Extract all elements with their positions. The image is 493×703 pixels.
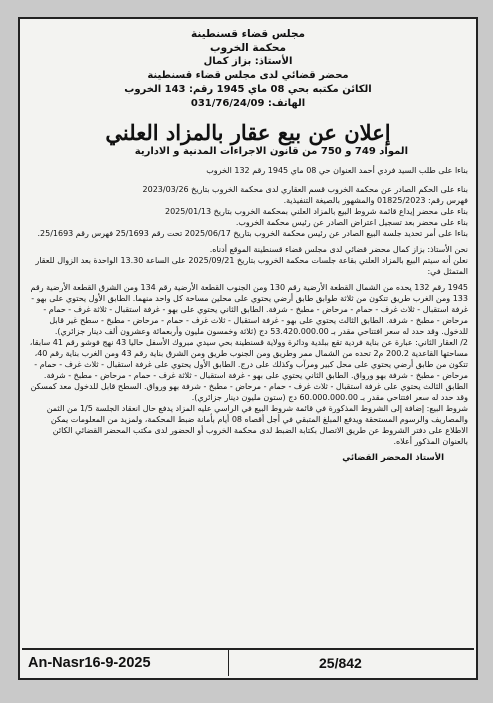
publication-tag: An-Nasr16-9-2025 (28, 655, 151, 671)
paragraph-sale-conditions: شروط البيع: إضافة إلى الشروط المذكورة في قائمة شروط البيع في الراسي عليه المزاد يدفع حال انعقاد الجلسة 1/5 من الثمن والمصاريف والرسوم المستحقة ويدفع المبلغ المتبقي في أجل أقصاه 08 أيام بأمانة ضبط المحكمة، ولمزيد من المعلومات يمكن الاطلاع على دفتر الشروط عن طريق الاتصال بكتابة الضبط لدى محكمة الخروب أو الحضور لدى مكتب المحضر القضائي الكائن بالعنوان المذكور أعلاه. (46, 404, 468, 446)
paragraph-requester: بناءا على طلب السيد فردي أحمد العنوان حي 08 ماي 1945 رقم 132 الخروب (206, 166, 468, 175)
court-name: محكمة الخروب (210, 42, 286, 54)
notice-subtitle: المواد 749 و 750 من قانون الاجراءات المدنية و الادارية (134, 146, 408, 157)
paragraph-property-1: 1945 رقم 132 يحده من الشمال القطعة الأرضية رقم 130 ومن الجنوب القطعة الأرضية رقم 134 ومن الشرق القطعة الأرضية رقم 133 ومن الغرب طريق تتكون من ثلاثة طوابق طابق أرضي يحتوي على محلين مساحة كل واحد منهما. الطابق الأول يحتوي على بهو - غرفة استقبال - ثلاث غرف - حمام - مرحاض - مطبخ - شرفة. الطابق الثاني يحتوي على بهو - غرفة استقبال - ثلاثة غرف - حمام - مرحاض - مطبخ - شرفة. الطابق الثالث يحتوي على بهو - غرفة استقبال - ثلاث غرف - حمام - مرحاض - مطبخ - سطح غير قابل للدخول. وقد حدد له سعر افتتاحي مقدر بـ 53.420.000.00 دج (ثلاثة وخمسون مليون وأربعمائة وعشرون ألف دينار جزائري). (30, 283, 468, 336)
notice-header (28, 27, 468, 111)
notice-footer (22, 648, 474, 676)
lawyer-name: الأستاذ: بزاز كمال (203, 56, 293, 67)
office-address: الكائن مكتبه بحي 08 ماي 1945 رقم: 143 الخروب (124, 84, 372, 95)
paragraph-index: فهرس رقم: 01825/2023 والمشهور بالصيغة التنفيذية. (283, 196, 468, 205)
lawyer-role: محضر قضائي لدى مجلس قضاء قسنطينة (147, 70, 349, 81)
paragraph-announcement: نعلن أنه سيتم البيع بالمزاد العلني بقاعة جلسات محكمة الخروب بتاريخ 2025/09/21 على الساعة 13.30 الواحدة بعد الزوال للعقار المتمثل في: (35, 256, 468, 276)
paragraph-property-2: 2/ العقار الثاني: عبارة عن بناية فردية تقع ببلدية ودائرة وولاية قسنطينة بحي سيدي مبروك الأسفل حاليا 43 نهج فوشو رقم 41 سابقا، مساحتها القاعدية 200.2 م2 تحده من الشمال ممر وطريق ومن الجنوب طريق ومن الشرق بناية رقم 43 ومن الغرب بناية رقم 40، تتكون من طابق أرضي يحتوي على محل كبير ومرآب وكذلك على درج. الطابق الأول يحتوي على غرفة استقبال - ثلاث غرف - حمام - مرحاض - مطبخ - شرفة بهو ورواق. الطابق الثاني يحتوي على بهو - غرفة استقبال - ثلاثة غرف - حمام - مرحاض - مطبخ - شرفة. الطابق الثالث يحتوي على غرفة استقبال - ثلاث غرف - حمام - مرحاض - مطبخ - شرفة بهو ورواق. السطح قابل للدخول معد كمسكن وقد حدد له سعر افتتاحي مقدر بـ 60.000.000.00 دج (ستون مليون دينار جزائري). (29, 338, 468, 402)
notice-body (28, 27, 468, 640)
signature: الأستاذ المحضر القضائي (342, 453, 444, 463)
paragraph-officer: نحن الأستاذ: بزاز كمال محضر قضائي لدى مجلس قضاء قسنطينة الموقع أدناه. (209, 245, 468, 254)
notice-title: إعلان عن بيع عقار بالمزاد العلني (105, 120, 391, 145)
office-phone: الهاتف: 031/76/24/09 (190, 98, 306, 109)
paragraph-judgment: بناء على الحكم الصادر عن محكمة الخروب قسم العقاري لدى محكمة الخروب بتاريخ 2023/03/26 (142, 185, 468, 194)
paragraph-objection: بناء على محضر بعد تسجيل اعتراض الصادر عن رئيس محكمة الخروب. (235, 218, 468, 227)
paragraph-session-order: بناءا على أمر تحديد جلسة البيع الصادر عن رئيس محكمة الخروب بتاريخ 2025/06/17 تحت رقم 25/1693 فهرس رقم 25/1693. (37, 229, 468, 238)
legal-notice-page (18, 17, 478, 680)
notice-number: 25/842 (319, 655, 362, 671)
paragraph-deposit: بناء على محضر إيداع قائمة شروط البيع بالمزاد العلني بمحكمة الخروب بتاريخ 2025/01/13 (164, 207, 468, 216)
council-name: مجلس قضاء قسنطينة (190, 28, 306, 40)
